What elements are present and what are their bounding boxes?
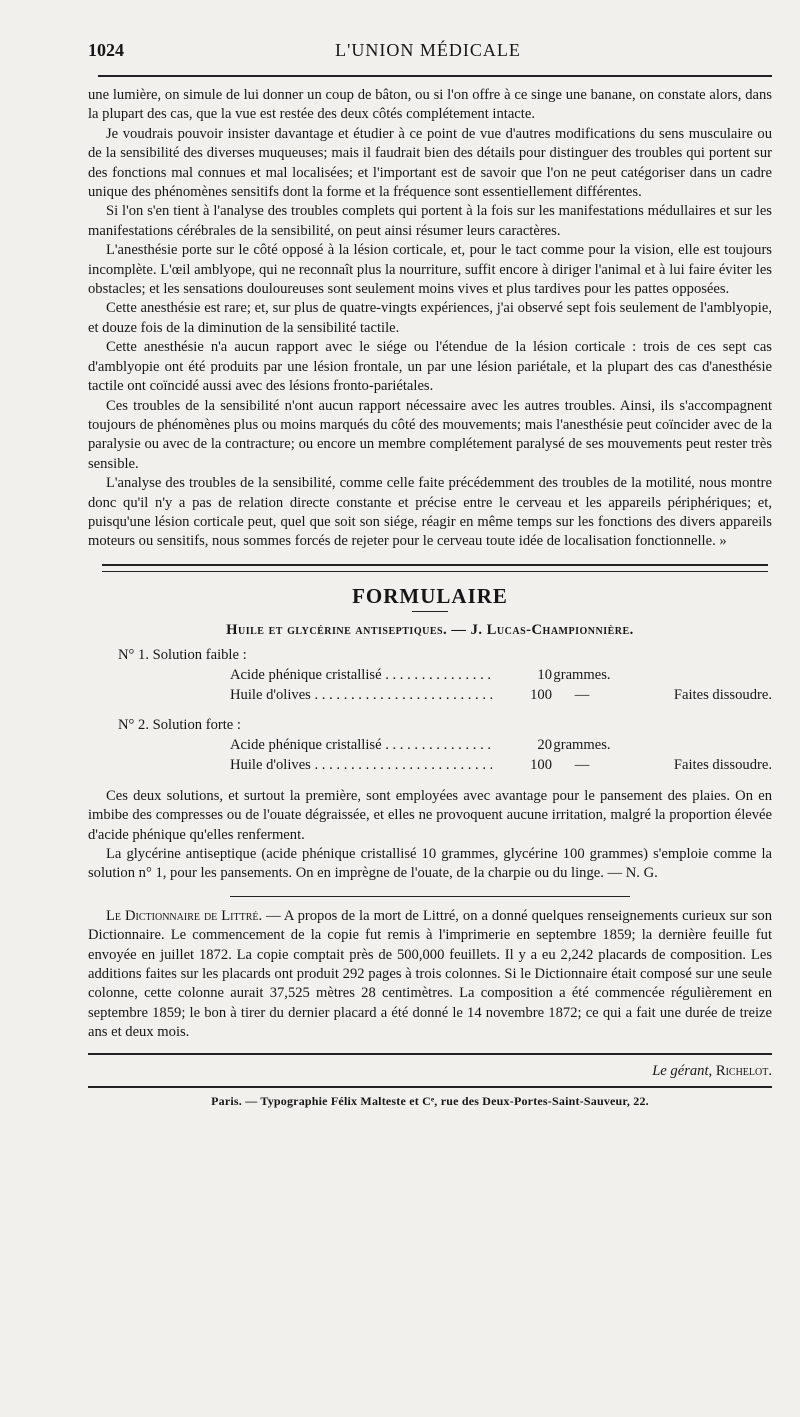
body-text [88,86,772,1109]
gerant-name: Richelot. [715,1062,772,1079]
ingredient-name: Acide phénique cristallisé . . . [230,665,492,685]
littre-text: — A propos de la mort de Littré, on a donné quelques renseignements curieux sur son Dictionnaire. Le commencement de la copie fut remis à l'imprimerie en septembre 1859; la dernière feuille fut envoyée en juillet 1872. La copie comptait près de 500,000 feuillets. Il y a eu 2,242 placards de composition. Les additions faites sur les placards ont produit 292 pages à trois colonnes. Si le Dictionnaire était composé sur une seule colonne, cette colonne aurait 37,525 mètres 28 centimètres. La composition a été commencée régulièrement en septembre 1859; le bon à tirer du dernier placard a été donné le 14 novembre 1872; ce qui a fait une durée de treize ans et deux mois. [88,907,772,1041]
ingredient-name: Acide phénique cristallisé . . . [230,735,492,755]
section-divider [102,564,768,572]
solution-2-label: N° 2. Solution forte : [118,716,241,733]
paragraph: Ces troubles de la sensibilité n'ont aucun rapport nécessaire avec les autres troubles. Ainsi, ils s'accompagnent toujours de phénomènes plus ou moins marqués du côté des mouvements; mais l'anesthésie peut coïncider avec de la paralysie ou avec de la contracture; ou encore un membre complétement paralysé de ses mouvements peut rester très sensible. [88,397,772,472]
ingredient-qty: 20 [537,736,552,753]
ingredient-unit: — [574,756,590,773]
ingredient-note: Faites dissoudre. [673,686,772,703]
paragraph: Je voudrais pouvoir insister davantage et étudier à ce point de vue d'autres modifications du sens musculaire ou de la sensibilité des diverses muqueuses; mais il faudrait bien des détails pour distinguer des troubles qui portent sur des fonctions mal connues et mal localisées; et l'important est de savoir que l'on ne peut catégoriser dans un cadre unique des phénomènes sensitifs dont la forme et la fréquence sont essentiellement différentes. [88,125,772,201]
header-rule [98,75,772,77]
gerant-label: Le gérant, [652,1062,713,1079]
paragraph: Ces deux solutions, et surtout la première, sont employées avec avantage pour le pansement des plaies. On en imbibe des compresses ou de l'ouate dégraissée, et elles ne provoquent aucune irritation, malgré la proportion élevée d'acide phénique qu'elles renferment. [88,787,772,843]
ingredient-row [88,685,772,705]
paragraph: Cette anesthésie n'a aucun rapport avec le siége ou l'étendue de la lésion corticale : trois de ces sept cas d'amblyopie ont été produits par une lésion frontale, un par une lésion pariétale, et la plupart des cas d'anesthésie tactile ont coïncidé aussi avec des lésions fronto-pariétales. [88,339,772,395]
ingredient-row [88,665,772,685]
paragraph: Cette anesthésie est rare; et, sur plus de quatre-vingts expériences, j'ai observé sept fois seulement de l'amblyopie, et douze fois de la diminution de la sensibilité tactile. [88,300,772,336]
page-number: 1024 [88,40,124,60]
ingredient-row [88,755,772,775]
ingredient-note [612,735,772,755]
ingredient-name: Huile d'olives . . . [230,685,492,705]
ingredient-note [612,665,772,685]
printer-imprint: Paris. — Typographie Félix Malteste et Cᵉ, rue des Deux-Portes-Saint-Sauveur, 22. [211,1093,649,1108]
page-header [88,40,768,66]
solution-1-label: N° 1. Solution faible : [118,646,247,663]
ingredient-qty: 100 [530,756,552,773]
gerant-line [88,1063,772,1080]
paragraph: La glycérine antiseptique (acide phénique cristallisé 10 grammes, glycérine 100 grammes) s'emploie comme la solution n° 1, pour les pansements. On en imprègne de l'ouate, de la charpie ou du linge. — N. G. [88,845,772,882]
short-divider [230,896,630,897]
paragraph: L'anesthésie porte sur le côté opposé à la lésion corticale, et, pour le tact comme pour la vision, elle est toujours incomplète. L'œil amblyope, qui ne reconnaît plus la nourriture, suffit encore à diriger l'animal et à lui faire éviter les obstacles; et les sensations douloureuses sont seulement moins vives et plus tardives pour les pattes opposées. [88,242,772,298]
littre-paragraph [88,907,772,1043]
ingredient-unit: grammes. [553,666,611,683]
ingredient-qty: 100 [530,686,552,703]
paragraph: Si l'on s'en tient à l'analyse des troubles complets qui portent à la fois sur les manifestations médullaires et sur les manifestations cérébrales de la sensibilité, on peut ainsi résumer leurs caractères. [88,203,772,239]
footer-rule [88,1053,772,1055]
formulaire-subtitle: Huile et glycérine antiseptiques. — J. Lucas-Championnière. [226,621,634,638]
imprint-rule [88,1086,772,1088]
littre-lead: Le Dictionnaire de Littré. [106,907,263,924]
title-underline [412,611,448,612]
formulaire-title: FORMULAIRE [352,583,508,608]
ingredient-qty: 10 [537,666,552,683]
ingredient-unit: grammes. [553,736,611,753]
ingredient-unit: — [574,686,590,703]
running-title: L'UNION MÉDICALE [335,40,521,60]
ingredient-row [88,735,772,755]
paragraph: L'analyse des troubles de la sensibilité, comme celle faite précédemment des troubles de la motilité, nous montre donc qu'il n'y a pas de relation directe constante et précise entre le cerveau et les appareils périphériques; et, puisqu'une lésion corticale peut, quel que soit son siége, réagir en même temps sur les fonctions des divers appareils moteurs ou sensitifs, nous sommes forcés de rejeter pour le cerveau toute idée de localisation fonctionnelle. » [88,475,772,550]
ingredient-name: Huile d'olives . . . [230,755,492,775]
ingredient-note: Faites dissoudre. [673,756,772,773]
paragraph: une lumière, on simule de lui donner un coup de bâton, ou si l'on offre à ce singe une banane, on constate alors, dans la plupart des cas, que la vue est restée des deux côtés complétement intacte. [88,87,772,123]
